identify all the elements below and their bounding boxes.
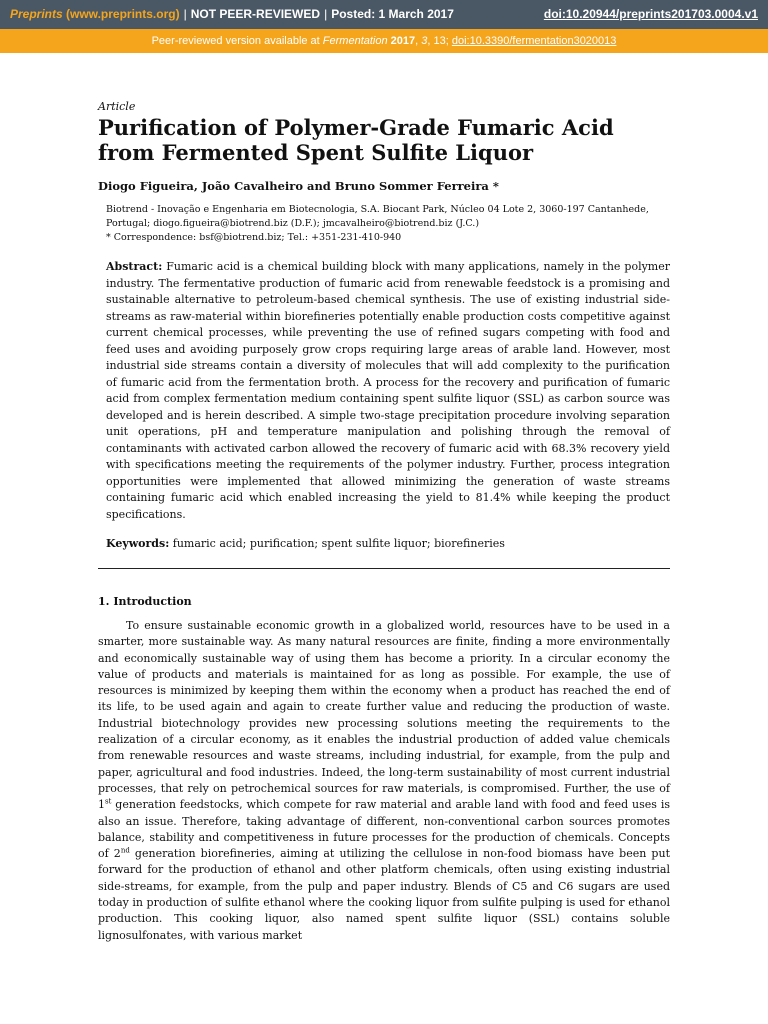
keywords-text: fumaric acid; purification; spent sulfite liquor; biorefineries xyxy=(169,537,505,550)
notice-prefix: Peer-reviewed version available at xyxy=(151,35,323,47)
section-heading-introduction: 1. Introduction xyxy=(98,595,192,608)
preprints-url[interactable]: (www.preprints.org) xyxy=(62,7,180,21)
keywords-label: Keywords: xyxy=(106,537,170,550)
separator: | xyxy=(324,7,328,21)
abstract xyxy=(98,259,670,523)
paper-content xyxy=(98,100,670,944)
article-type: Article xyxy=(98,100,136,113)
abstract-label: Abstract: xyxy=(106,260,163,273)
separator: | xyxy=(183,7,187,21)
notice-volume: 3 xyxy=(421,35,428,47)
affiliation-emails: Portugal; diogo.figueira@biotrend.biz (D.F.); jmcavalheiro@biotrend.biz (J.C.) xyxy=(106,218,480,229)
peer-review-status: NOT PEER-REVIEWED xyxy=(190,7,321,21)
posted-date: Posted: 1 March 2017 xyxy=(331,7,454,21)
author-list: Diogo Figueira, João Cavalheiro and Bruno Sommer Ferreira * xyxy=(98,179,499,193)
notice-page: , 13; xyxy=(427,35,452,47)
notice-year: 2017 xyxy=(390,35,416,47)
intro-text-part-1: To ensure sustainable economic growth in a globalized world, resources have to be used in a smarter, more sustainable way. As many natural resources are finite, finding a more environmentally and economically sustainable way of using them has become a priority. In a circular economy the value of products and materials is maintained for as long as possible. For example, the use of resources is minimized by keeping them within the economy when a product has reached the end of its life, to be used again and again to create further value and reducing the production of waste. Industrial biotechnology provides new processing solutions meeting the requirements to the realization of a circular economy, as it enables the industrial production of added value chemicals from renewable resources and waste streams, including industrial, for example, from the pulp and paper, agricultural and food industries. Indeed, the long-term sustainability of most current industrial processes, that rely on petrochemical sources for raw materials, is compromised. Further, the use of 1 xyxy=(98,619,670,812)
preprint-header-bar xyxy=(0,0,768,29)
keywords xyxy=(98,537,670,550)
notice-journal: Fermentation xyxy=(322,35,388,47)
superscript-nd: nd xyxy=(120,846,130,855)
preprints-brand[interactable]: Preprints xyxy=(10,7,63,21)
introduction-paragraph xyxy=(98,618,670,944)
paper-title: Purification of Polymer-Grade Fumaric Acid from Fermented Spent Sulfite Liquor xyxy=(98,115,614,165)
peer-reviewed-notice-bar: Peer-reviewed version available at Fermentation 2017, 3, 13; doi:10.3390/fermentation3020013 xyxy=(0,29,768,53)
affiliation-line: Biotrend - Inovação e Engenharia em Biotecnologia, S.A. Biocant Park, Núcleo 04 Lote 2, 3060-197 Cantanhede, xyxy=(106,204,649,215)
intro-text-part-2: generation feedstocks, which compete for raw material and arable land with food and feed uses is also an issue. Therefore, taking advantage of different, non-conventional carbon sources promotes balance, stability and competitiveness in future processes for the production of chemicals. Concepts of 2 xyxy=(98,798,670,861)
abstract-text: Fumaric acid is a chemical building block with many applications, namely in the polymer industry. The fermentative production of fumaric acid from renewable feedstock is a promising and sustainable alternative to petroleum-based chemical synthesis. The use of existing industrial side-streams as raw-material within biorefineries potentially enable production costs competitive against current chemical processes, while preventing the use of refined sugars competing with food and feed uses and avoiding purposely grow crops requiring large areas of arable land. However, most industrial side streams contain a diversity of molecules that will add complexity to the purification of fumaric acid from the fermentation broth. A process for the recovery and purification of fumaric acid from complex fermentation medium containing spent sulfite liquor (SSL) as carbon source was developed and is herein described. A simple two-stage precipitation procedure involving separation unit operations, pH and temperature manipulation and polishing through the removal of contaminants with activated carbon allowed the recovery of fumaric acid with 68.3% recovery yield with specifications meeting the requirements of the polymer industry. Further, process integration opportunities were implemented that allowed minimizing the generation of waste streams containing fumaric acid which enabled increasing the yield to 81.4% while keeping the product specifications. xyxy=(106,260,670,521)
correspondence: * Correspondence: bsf@biotrend.biz; Tel.: +351-231-410-940 xyxy=(106,232,402,243)
affiliation xyxy=(98,203,670,245)
superscript-st: st xyxy=(105,797,112,806)
preprint-doi-link[interactable]: doi:10.20944/preprints201703.0004.v1 xyxy=(543,7,758,21)
header-left xyxy=(10,7,454,21)
intro-text-part-3: generation biorefineries, aiming at utilizing the cellulose in non-food biomass have been put forward for the production of ethanol and other platform chemicals, often using existing industrial side-streams, for example, from the pulp and paper industry. Blends of C5 and C6 sugars are used today in production of sulfite ethanol where the cooking liquor from sulfite pulping is used for ethanol production. This cooking liquor, also named spent sulfite liquor (SSL) contains soluble lignosulfonates, with various market xyxy=(98,847,670,942)
journal-doi-link[interactable]: doi:10.3390/fermentation3020013 xyxy=(451,35,617,47)
section-divider xyxy=(98,568,670,569)
